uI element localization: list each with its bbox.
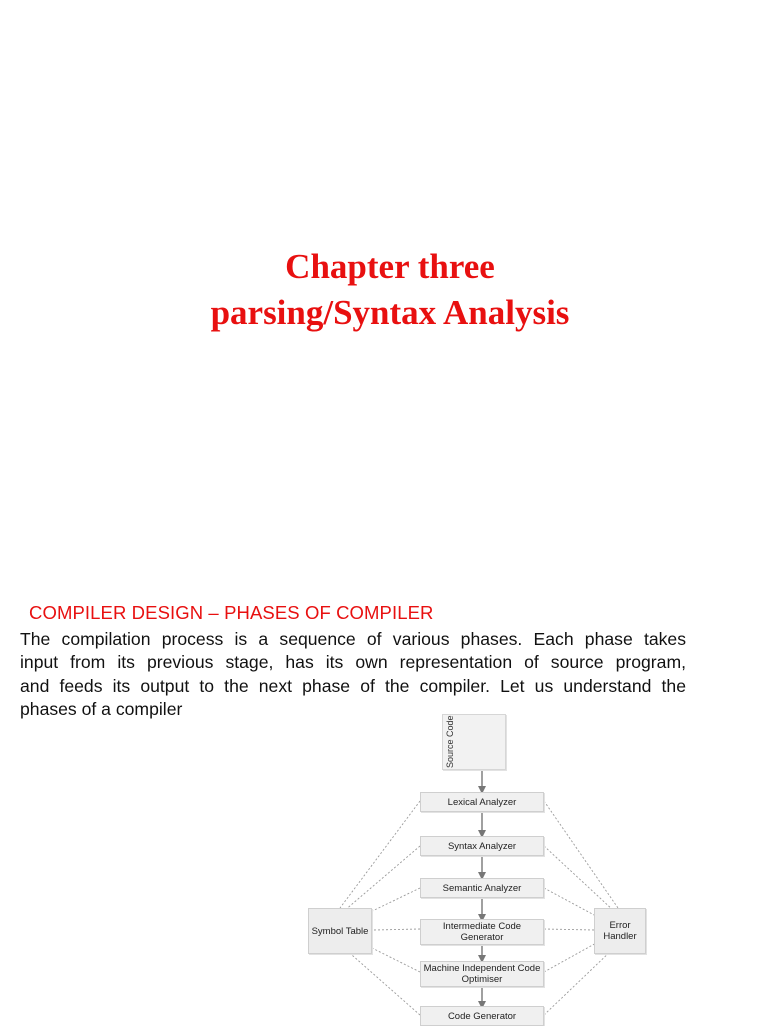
chapter-title	[0, 244, 768, 336]
chapter-title-line-2: parsing/Syntax Analysis	[210, 293, 570, 332]
section-heading: COMPILER DESIGN – PHASES OF COMPILER	[29, 602, 434, 623]
source-code-label: Source Code	[445, 715, 455, 768]
phase-code-generator: Code Generator	[420, 1006, 544, 1026]
phase-syntax-analyzer: Syntax Analyzer	[420, 836, 544, 856]
body-line-2: input from its previous stage, has its own representation of source program,	[20, 652, 686, 673]
phase-code-optimiser: Machine Independent Code Optimiser	[420, 961, 544, 987]
chapter-title-line-1: Chapter three	[285, 247, 495, 286]
body-line-4: phases of a compiler	[20, 699, 183, 720]
body-line-1: The compilation process is a sequence of various phases. Each phase takes	[20, 629, 686, 649]
compiler-phases-diagram	[300, 708, 660, 1024]
phase-semantic-analyzer: Semantic Analyzer	[420, 878, 544, 898]
symbol-table-box: Symbol Table	[308, 908, 372, 954]
error-handler-box: Error Handler	[594, 908, 646, 954]
body-line-3: and feeds its output to the next phase of the compiler. Let us understand the	[20, 675, 686, 696]
phase-intermediate-code-generator: Intermediate Code Generator	[420, 919, 544, 945]
phase-lexical-analyzer: Lexical Analyzer	[420, 792, 544, 812]
